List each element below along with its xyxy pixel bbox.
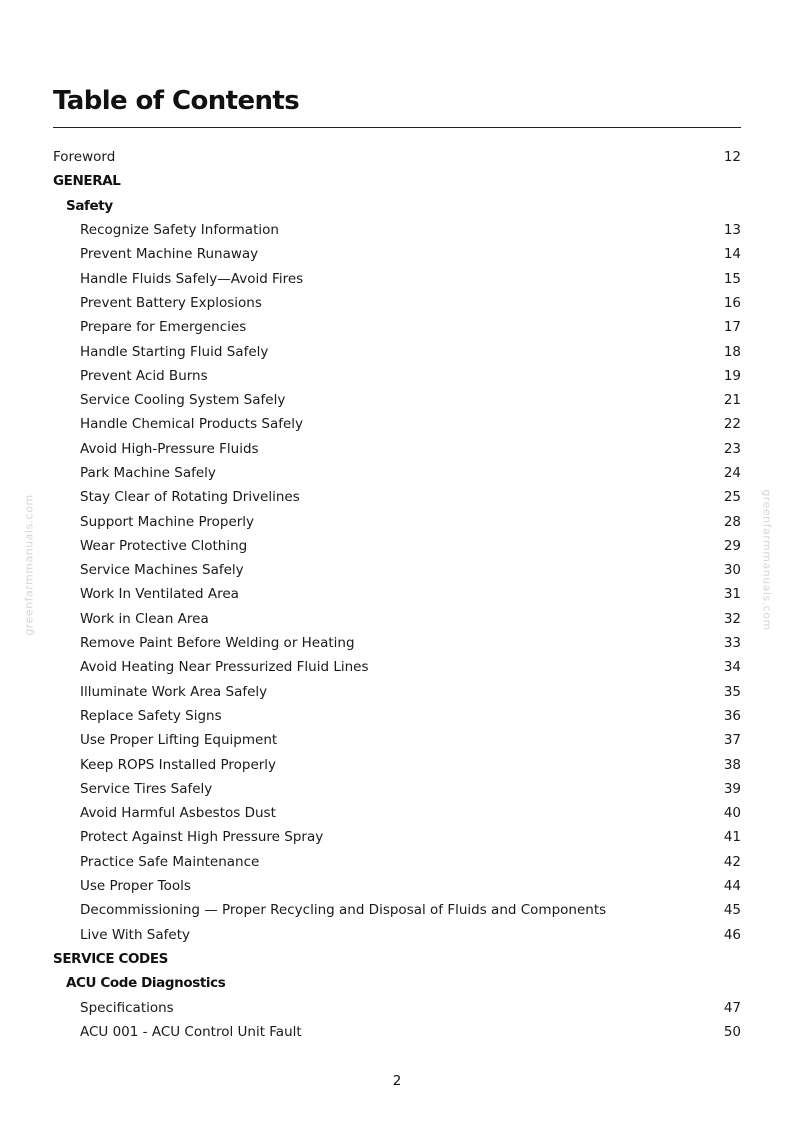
toc-entry-label: Illuminate Work Area Safely (80, 683, 268, 700)
toc-entry[interactable] (53, 752, 741, 776)
toc-entry[interactable] (53, 631, 741, 655)
toc-entry[interactable] (53, 339, 741, 363)
toc-entry[interactable] (53, 850, 741, 874)
toc-entry-page: 44 (723, 878, 741, 895)
toc-entry-page: 47 (723, 999, 741, 1016)
page-number: 2 (392, 1073, 402, 1089)
toc-entry-page: 21 (723, 392, 741, 409)
toc-entry[interactable] (53, 388, 741, 412)
toc-entry[interactable] (53, 655, 741, 679)
toc-entry-page: 41 (723, 829, 741, 846)
toc-entry-label: Prevent Battery Explosions (80, 294, 262, 311)
toc-entry-page: 23 (723, 440, 741, 457)
toc-entry-page: 15 (723, 270, 741, 287)
title-divider (53, 127, 741, 128)
toc-entry-label: Practice Safe Maintenance (80, 853, 260, 870)
toc-entry-label: Recognize Safety Information (80, 222, 279, 239)
toc-entry[interactable] (53, 461, 741, 485)
toc-entry-label: Work In Ventilated Area (80, 586, 239, 603)
toc-entry-label: Support Machine Properly (80, 513, 255, 530)
toc-entry[interactable] (53, 266, 741, 290)
toc-entry-label: Prepare for Emergencies (80, 319, 247, 336)
toc-entry-label: Wear Protective Clothing (80, 537, 248, 554)
toc-entry-label: Handle Chemical Products Safely (80, 416, 304, 433)
toc-entry[interactable] (53, 1020, 741, 1044)
toc-entry-label: Prevent Acid Burns (80, 367, 208, 384)
toc-entry-page: 42 (723, 853, 741, 870)
toc-entry-label: Stay Clear of Rotating Drivelines (80, 489, 300, 506)
toc-entry[interactable] (53, 145, 741, 169)
toc-entry-label: Safety (66, 197, 113, 214)
toc-entry-label: SERVICE CODES (53, 950, 168, 967)
toc-entry-label: Decommissioning — Proper Recycling and Disposal of Fluids and Components (80, 902, 607, 919)
toc-entry-page: 34 (723, 659, 741, 676)
toc-entry-label: Protect Against High Pressure Spray (80, 829, 324, 846)
toc-entry[interactable] (53, 291, 741, 315)
toc-entry[interactable] (53, 558, 741, 582)
toc-entry-page: 46 (723, 926, 741, 943)
watermark-right: greenfarmmanuals.com (760, 489, 774, 631)
toc-entry-page: 31 (723, 586, 741, 603)
toc-entry-label: GENERAL (53, 173, 121, 190)
toc-entry[interactable] (53, 485, 741, 509)
toc-section-heading (53, 169, 741, 193)
toc-entry-page: 13 (723, 222, 741, 239)
toc-entry-page: 35 (723, 683, 741, 700)
page-title: Table of Contents (53, 86, 300, 116)
toc-entry-label: Live With Safety (80, 926, 190, 943)
toc-entry-label: Keep ROPS Installed Properly (80, 756, 277, 773)
toc-entry[interactable] (53, 704, 741, 728)
toc-entry-page: 33 (723, 635, 741, 652)
toc-entry-label: Handle Starting Fluid Safely (80, 343, 269, 360)
toc-section-heading (53, 947, 741, 971)
toc-entry[interactable] (53, 437, 741, 461)
toc-entry-page: 12 (723, 149, 741, 166)
toc-entry-label: Specifications (80, 999, 174, 1016)
toc-entry-page: 30 (723, 562, 741, 579)
toc-entry-page: 24 (723, 465, 741, 481)
toc-section-heading (53, 971, 741, 995)
toc-entry-label: ACU Code Diagnostics (66, 975, 226, 992)
toc-entry-page: 36 (723, 707, 741, 724)
toc-entry[interactable] (53, 898, 741, 922)
toc-entry-page: 40 (723, 805, 741, 822)
toc-entry-page: 39 (723, 780, 741, 797)
toc-entry[interactable] (53, 364, 741, 388)
toc-entry-page: 29 (723, 537, 741, 554)
toc-entry-label: Park Machine Safely (80, 465, 216, 481)
toc-section-heading (53, 194, 741, 218)
toc-entry-label: Avoid High-Pressure Fluids (80, 440, 259, 457)
toc-entry-label: Use Proper Tools (80, 878, 191, 895)
toc-entry-page: 16 (723, 294, 741, 311)
toc-entry-page: 45 (723, 902, 741, 919)
toc-entry-page: 14 (723, 246, 741, 263)
toc-entry[interactable] (53, 607, 741, 631)
toc-entry[interactable] (53, 242, 741, 266)
toc-entry[interactable] (53, 995, 741, 1019)
toc-entry[interactable] (53, 801, 741, 825)
toc-entry[interactable] (53, 582, 741, 606)
toc-entry[interactable] (53, 777, 741, 801)
toc-entry-label: Replace Safety Signs (80, 707, 222, 724)
toc-entry[interactable] (53, 315, 741, 339)
toc-entry-label: Service Tires Safely (80, 780, 213, 797)
toc-entry-page: 18 (723, 343, 741, 360)
toc-entry-label: ACU 001 - ACU Control Unit Fault (80, 1023, 302, 1040)
toc-entry-label: Avoid Heating Near Pressurized Fluid Lines (80, 659, 369, 676)
toc-entry-page: 25 (723, 489, 741, 506)
toc-entry[interactable] (53, 680, 741, 704)
toc-entry-page: 50 (723, 1023, 741, 1040)
toc-entry[interactable] (53, 874, 741, 898)
toc-entry-label: Service Machines Safely (80, 562, 244, 579)
toc-entry-page: 19 (723, 367, 741, 384)
toc-entry-label: Remove Paint Before Welding or Heating (80, 635, 355, 652)
toc-entry[interactable] (53, 412, 741, 436)
toc-entry-label: Handle Fluids Safely—Avoid Fires (80, 270, 304, 287)
toc-entry-page: 28 (723, 513, 741, 530)
toc-entry-label: Work in Clean Area (80, 610, 209, 627)
toc-entry-label: Prevent Machine Runaway (80, 246, 259, 263)
toc-entry[interactable] (53, 923, 741, 947)
toc-entry-label: Foreword (53, 149, 116, 166)
toc-entry[interactable] (53, 534, 741, 558)
toc-list (53, 145, 741, 1044)
toc-entry[interactable] (53, 218, 741, 242)
toc-entry-page: 37 (723, 732, 741, 749)
toc-entry[interactable] (53, 825, 741, 849)
toc-entry-page: 38 (723, 756, 741, 773)
toc-entry-label: Service Cooling System Safely (80, 392, 286, 409)
toc-entry-page: 22 (723, 416, 741, 433)
watermark-left: greenfarmmanuals.com (22, 494, 36, 636)
toc-entry-label: Use Proper Lifting Equipment (80, 732, 278, 749)
toc-entry[interactable] (53, 509, 741, 533)
toc-entry-page: 17 (723, 319, 741, 336)
toc-entry-page: 32 (723, 610, 741, 627)
toc-entry[interactable] (53, 728, 741, 752)
toc-entry-label: Avoid Harmful Asbestos Dust (80, 805, 276, 822)
